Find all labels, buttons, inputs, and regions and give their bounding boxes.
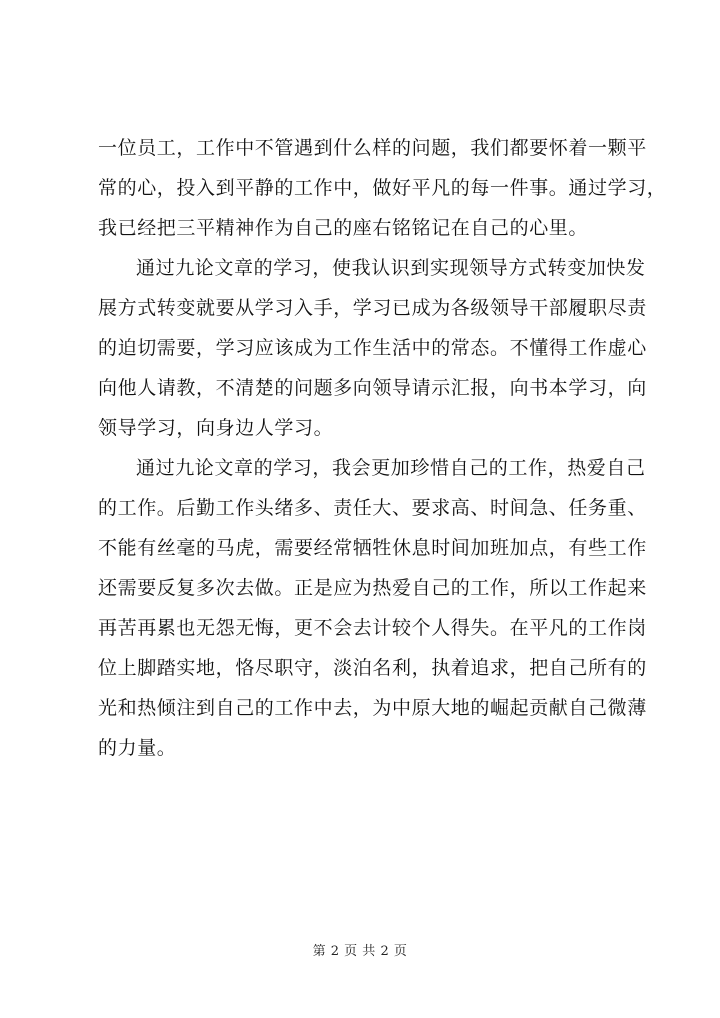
text-line: 再苦再累也无怨无悔，更不会去计较个人得失。在平凡的工作岗 — [98, 617, 647, 639]
text-line: 的力量。 — [98, 737, 177, 759]
text-line: 的迫切需要，学习应该成为工作生活中的常态。不懂得工作虚心 — [98, 337, 647, 359]
text-line: 不能有丝毫的马虎，需要经常牺牲休息时间加班加点，有些工作 — [98, 537, 647, 559]
text-line: 位上脚踏实地，恪尽职守，淡泊名利，执着追求，把自己所有的 — [98, 657, 647, 679]
text-line: 一位员工，工作中不管遇到什么样的问题，我们都要怀着一颗平 — [98, 137, 647, 159]
text-line: 常的心，投入到平静的工作中，做好平凡的每一件事。通过学习， — [98, 177, 667, 199]
text-line: 光和热倾注到自己的工作中去，为中原大地的崛起贡献自己微薄 — [98, 697, 647, 719]
paragraph-first-line: 通过九论文章的学习，使我认识到实现领导方式转变加快发 — [136, 257, 646, 279]
text-line: 领导学习，向身边人学习。 — [98, 417, 334, 439]
paragraph-first-line: 通过九论文章的学习，我会更加珍惜自己的工作，热爱自己 — [136, 457, 646, 479]
text-line: 的工作。后勤工作头绪多、责任大、要求高、时间急、任务重、 — [98, 497, 647, 519]
text-line: 还需要反复多次去做。正是应为热爱自己的工作，所以工作起来 — [98, 577, 647, 599]
text-line: 向他人请教，不清楚的问题多向领导请示汇报，向书本学习，向 — [98, 377, 647, 399]
page-footer: 第 2 页 共 2 页 — [312, 944, 408, 959]
text-line: 我已经把三平精神作为自己的座右铭铭记在自己的心里。 — [98, 217, 589, 239]
text-line: 展方式转变就要从学习入手，学习已成为各级领导干部履职尽责 — [98, 297, 647, 319]
